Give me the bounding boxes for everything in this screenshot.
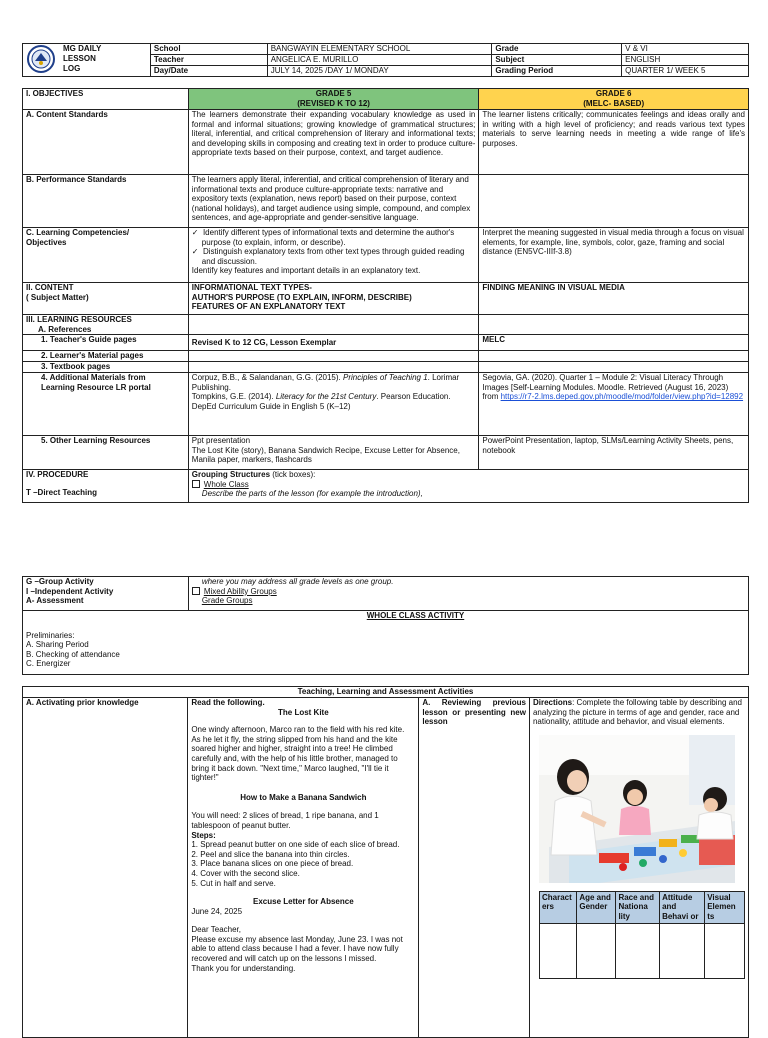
step-item: 5. Cut in half and serve. [191,878,276,888]
content-standards-g5: The learners demonstrate their expanding vocabulary knowledge as used in formal and informal situations; growing knowledge of grammatical structures; literal, inferential, and critical comprehension of literary and informational texts; and developing skills in composing and creating text in order to produce culture-appropriate texts based on their purpose, context, and target audience. [188,110,479,175]
step-item: 4. Cover with the second slice. [191,868,300,878]
content-g5: INFORMATIONAL TEXT TYPES- AUTHOR'S PURPOSE (TO EXPLAIN, INFORM, DESCRIBE) FEATURES OF AN EXPLANATORY TEXT [188,283,479,315]
grade-groups-option: Grade Groups [201,596,253,606]
activating-label: A. Activating prior knowledge [23,698,188,1038]
school-value: BANGWAYIN ELEMENTARY SCHOOL [267,44,492,55]
other-g5: Ppt presentation The Lost Kite (story), Banana Sandwich Recipe, Excuse Letter for Absence, Manila paper, markers, flashcards [188,436,479,470]
resources-label: III. LEARNING RESOURCES [26,315,132,324]
tb-label: 3. Textbook pages [23,362,189,373]
checkbox-icon[interactable] [192,480,200,488]
additional-g6: Segovia, GA. (2020). Quarter 1 – Module 2: Visual Literacy Through Images [Self-Learning Modules. Moodle. Retrieved (August 16, 2023) from https://r7-2.lms.deped.gov.ph/moodle/mod/folder/view.php?id=12892 [479,373,749,436]
tla-table [22,686,749,1038]
tg-g6: MELC [479,335,749,351]
read-instruction: Read the following. [191,698,265,707]
directions-cell [529,698,748,1038]
school-label: School [150,44,267,55]
competencies-g6: Interpret the meaning suggested in visual media through a focus on visual elements, for example, line, symbols, color, gaze, framing and social distance (EN5VC-IIIf-3.8) [479,228,749,283]
step-item: 2. Peel and slice the banana into thin circles. [191,849,350,859]
subject-value: ENGLISH [622,55,749,66]
content-g6: FINDING MEANING IN VISUAL MEDIA [479,283,749,315]
answer-cell[interactable] [705,923,745,978]
whole-class-activity-title: WHOLE CLASS ACTIVITY [366,611,465,620]
where-text: where you may address all grade levels as one group. [201,577,394,586]
kite-text: One windy afternoon, Marco ran to the field with his red kite. As he let it fly, the string slipped from his hand and the kite soared higher and higher, straight into a tree! He climbed carefully and, with the help of his little brother, managed to bring it back down. "Next time," Marco laughed, "I'll tie it tighter!" [191,725,405,783]
tla-title: Teaching, Learning and Assessment Activities [23,687,749,698]
continuation-table [22,576,749,675]
objectives-label: I. OBJECTIVES [23,89,189,110]
date-value: JULY 14, 2025 /DAY 1/ MONDAY [267,66,492,77]
answer-cell[interactable] [616,923,660,978]
grade5-header: GRADE 5 (REVISED K TO 12) [188,89,479,110]
grade-value: V & VI [622,44,749,55]
header-table [22,43,749,77]
col-age-gender: Age and Gender [577,891,616,923]
whole-class-option: Whole Class [203,479,249,489]
step-item: 1. Spread peanut butter on one side of each slice of bread. [191,840,400,850]
col-attitude-behavior: Attitude and Behavi or [660,891,705,923]
checkmark-icon: ✓ [191,247,199,257]
reviewing-label: A. Reviewing previous lesson or presenting new lesson [419,698,530,1038]
answer-cell[interactable] [660,923,705,978]
letter-title: Excuse Letter for Absence [253,897,354,907]
answer-cell[interactable] [539,923,576,978]
log-title: MG DAILY LESSON LOG [63,44,102,73]
step-item: 3. Place banana slices on one piece of bread. [191,859,354,869]
checkmark-icon: ✓ [191,228,199,237]
other-g6: PowerPoint Presentation, laptop, SLMs/Learning Activity Sheets, pens, notebook [479,436,749,470]
deped-seal-logo [23,44,59,74]
group-activity-label: G –Group Activity [26,577,94,586]
describe-text: Describe the parts of the lesson (for example the introduction), [201,489,423,499]
logo-cell [23,44,151,77]
lm-label: 2. Learner's Material pages [23,351,189,362]
sandwich-title: How to Make a Banana Sandwich [240,792,367,802]
letter-date: June 24, 2025 [191,906,243,916]
competencies-g5 [188,228,479,283]
col-race-nationality: Race and Nationa lity [616,891,660,923]
checkbox-icon[interactable] [192,587,200,595]
col-visual-elements: Visual Elemen ts [705,891,745,923]
directions-label: Directions [532,698,573,707]
grade6-header: GRADE 6 (MELC- BASED) [479,89,749,110]
tg-label: 1. Teacher's Guide pages [23,335,189,351]
mixed-ability-option: Mixed Ability Groups [203,586,277,596]
children-painting-photo [539,735,735,883]
additional-g5: Corpuz, B.B., & Salandanan, G.G. (2015). Principles of Teaching 1. Lorimar Publishing. Tompkins, G.E. (2014). Literacy for the 21st Century. Pearson Education. DepEd Curriculum Guide in English 5 (K–12) [188,373,479,436]
subject-label: Subject [492,55,622,66]
kite-title: The Lost Kite [278,707,329,717]
performance-standards-g6 [479,175,749,228]
competencies-label: C. Learning Competencies/ Objectives [23,228,189,283]
steps-label: Steps: [191,830,216,840]
reading-cell [188,698,419,1038]
additional-label: 4. Additional Materials from Learning Resource LR portal [23,373,189,436]
procedure-label: IV. PROCEDURE [26,470,89,480]
directions-text: : Complete the following table by describing and analyzing the picture in terms of age and gender, race and nationality, attitude and behavior, and visual elements. [532,698,742,727]
competency-tail: Identify key features and important details in an explanatory text. [191,266,421,276]
direct-teaching-label: T –Direct Teaching [26,487,97,497]
grouping-cell: Grouping Structures (tick boxes): Whole Class Describe the parts of the lesson (for example the introduction), [188,470,748,503]
teacher-label: Teacher [150,55,267,66]
other-label: 5. Other Learning Resources [23,436,189,470]
letter-body: Dear Teacher, Please excuse my absence last Monday, June 23. I was not able to attend class because I had a fever. I have now fully recovered and will catch up on the lessons I missed. Thank you for understanding. [191,925,403,973]
content-label: II. CONTENT ( Subject Matter) [23,283,189,315]
objectives-table [22,88,749,503]
assessment-label: A- Assessment [26,596,84,606]
preliminaries: Preliminaries: A. Sharing Period B. Checking of attendance C. Energizer [26,630,120,669]
content-standards-label: A. Content Standards [23,110,189,175]
tg-g5: Revised K to 12 CG, Lesson Exemplar [188,335,479,351]
grading-label: Grading Period [492,66,622,77]
teacher-value: ANGELICA E. MURILLO [267,55,492,66]
date-label: Day/Date [150,66,267,77]
sandwich-need: You will need: 2 slices of bread, 1 ripe banana, and 1 tablespoon of peanut butter. [191,811,379,830]
independent-activity-label: I –Independent Activity [26,586,114,596]
competency-item: ✓ Distinguish explanatory texts from other text types through guided reading and discussion. [191,247,465,266]
lms-link[interactable]: https://r7-2.lms.deped.gov.ph/moodle/mod/folder/view.php?id=12892 [500,392,744,402]
performance-standards-label: B. Performance Standards [23,175,189,228]
performance-standards-g5: The learners apply literal, inferential, and critical comprehension of literary and informational texts and produce culture-appropriate texts: narrative and expository texts (explanation, news report) based on their purpose, context (national holidays), and target audience using simple, compound, and complex sentences, and age-appropriate and gender-sensitive language. [188,175,479,228]
content-standards-g6: The learner listens critically; communicates feelings and ideas orally and in writing with a high level of proficiency; and reads various text types materials to serve learning needs in meeting a wide range of life's purposes. [479,110,749,175]
competency-item: ✓ Identify different types of informational texts and determine the author's purpose (to explain, inform, or describe). [191,228,455,247]
answer-cell[interactable] [577,923,616,978]
col-characters: Charact ers [539,891,576,923]
references-label: A. References [38,324,92,334]
grade-label: Grade [492,44,622,55]
analysis-table [539,891,745,979]
grading-value: QUARTER 1/ WEEK 5 [622,66,749,77]
